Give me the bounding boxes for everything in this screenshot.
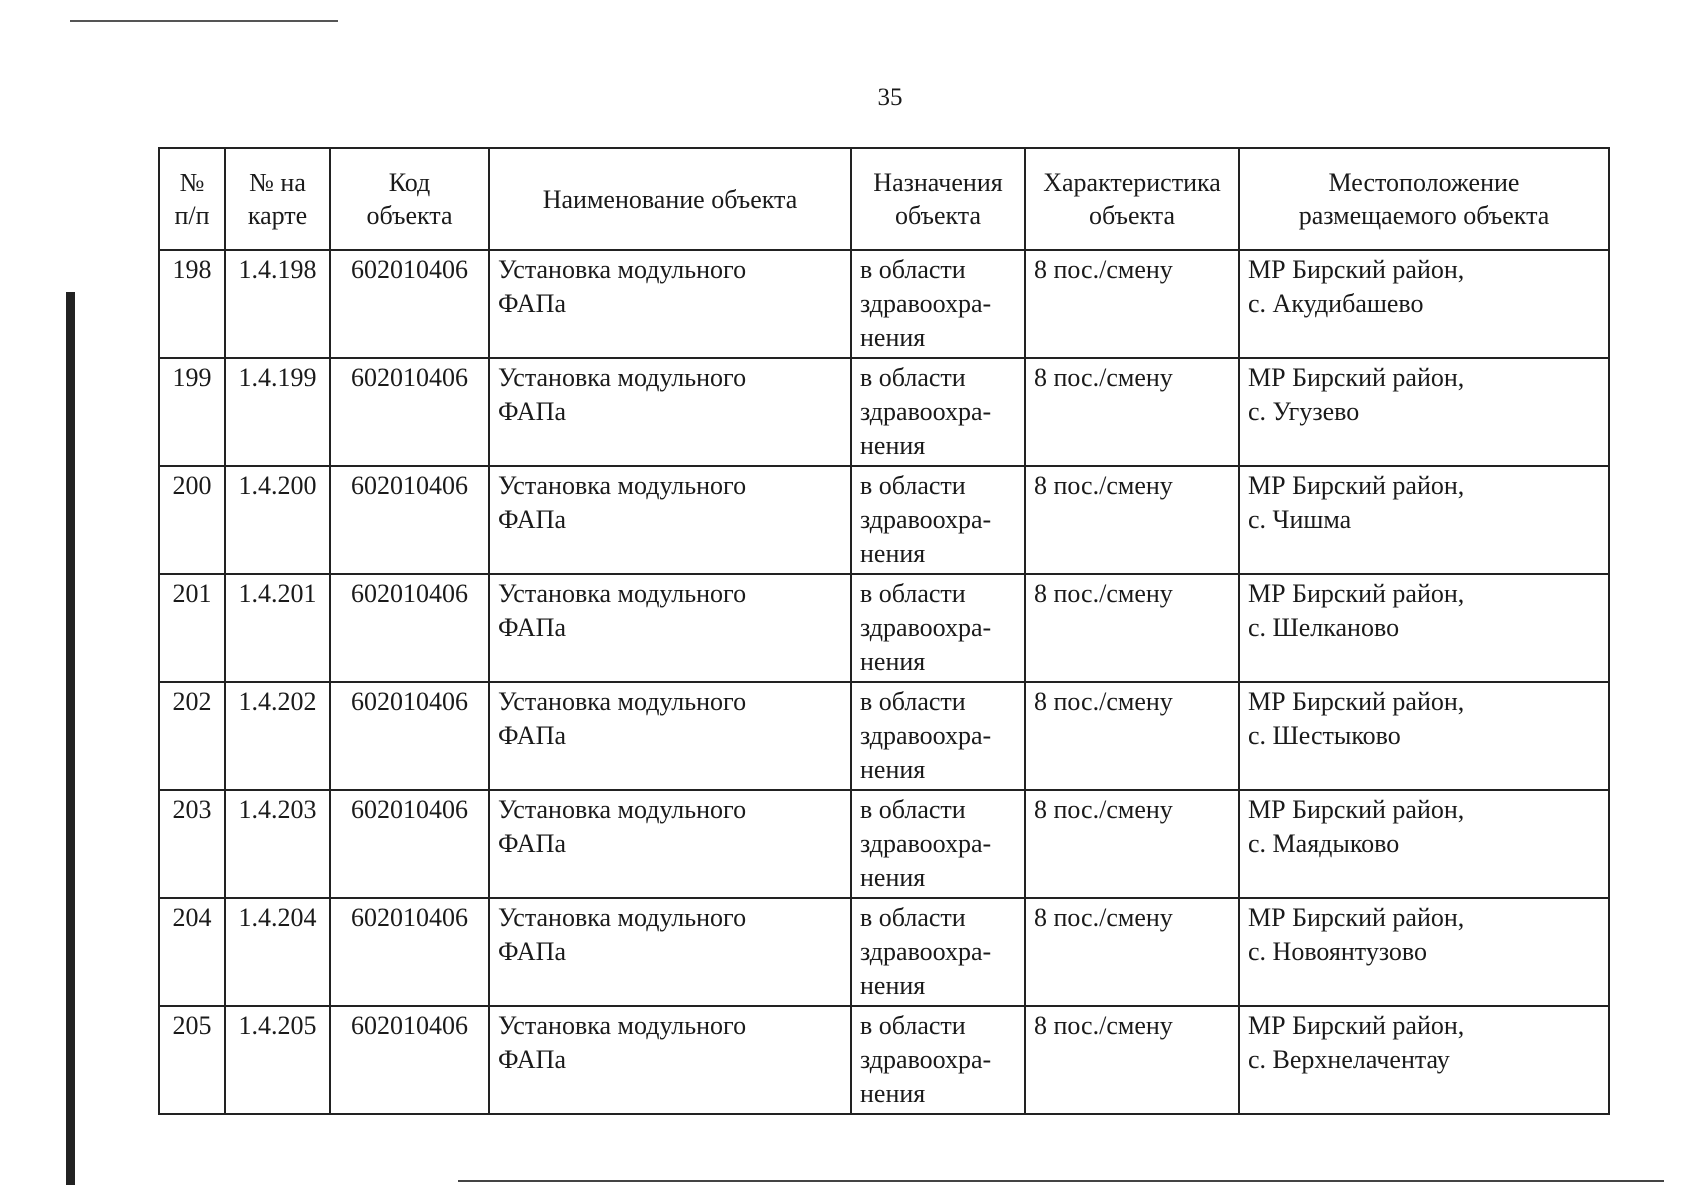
location-line: с. Чишма	[1248, 505, 1352, 534]
object-name-line: ФАПа	[498, 937, 566, 966]
cell-object-name	[489, 898, 851, 1006]
header-text: №	[179, 168, 205, 197]
object-name-line: Установка модульного	[498, 471, 747, 500]
cell-location	[1239, 790, 1609, 898]
cell-num: 201	[159, 574, 225, 682]
purpose-line: нения	[860, 863, 926, 892]
header-text: Местоположение	[1328, 168, 1520, 197]
cell-purpose	[851, 682, 1025, 790]
cell-map-number: 1.4.198	[225, 250, 330, 358]
header-cell-name	[489, 148, 851, 250]
header-text: № на	[249, 168, 306, 197]
location-line: МР Бирский район,	[1248, 255, 1465, 284]
table-header	[159, 148, 1609, 250]
cell-characteristic: 8 пос./смену	[1025, 466, 1239, 574]
header-text: размещаемого объекта	[1298, 201, 1550, 230]
cell-object-code: 602010406	[330, 790, 489, 898]
cell-object-name	[489, 1006, 851, 1114]
location-line: МР Бирский район,	[1248, 363, 1465, 392]
purpose-line: здравоохра-	[860, 937, 992, 966]
table-row	[159, 682, 1609, 790]
cell-object-code: 602010406	[330, 1006, 489, 1114]
purpose-line: здравоохра-	[860, 829, 992, 858]
purpose-line: нения	[860, 1079, 926, 1108]
purpose-line: здравоохра-	[860, 397, 992, 426]
header-cell-characteristic	[1025, 148, 1239, 250]
purpose-line: в области	[860, 687, 966, 716]
cell-map-number: 1.4.204	[225, 898, 330, 1006]
cell-map-number: 1.4.199	[225, 358, 330, 466]
purpose-line: в области	[860, 471, 966, 500]
table-row	[159, 250, 1609, 358]
header-text: Наименование объекта	[542, 184, 798, 214]
purpose-line: нения	[860, 971, 926, 1000]
cell-object-name	[489, 466, 851, 574]
cell-object-code: 602010406	[330, 358, 489, 466]
cell-purpose	[851, 1006, 1025, 1114]
location-line: МР Бирский район,	[1248, 795, 1465, 824]
cell-object-name	[489, 250, 851, 358]
cell-location	[1239, 574, 1609, 682]
objects-table	[158, 147, 1610, 1115]
page-number: 35	[877, 84, 903, 111]
cell-purpose	[851, 250, 1025, 358]
header-text: Характеристика	[1043, 168, 1221, 197]
table-row	[159, 466, 1609, 574]
cell-num: 199	[159, 358, 225, 466]
cell-purpose	[851, 466, 1025, 574]
object-name-line: Установка модульного	[498, 1011, 747, 1040]
header-text: карте	[247, 201, 308, 230]
object-name-line: ФАПа	[498, 613, 566, 642]
cell-purpose	[851, 358, 1025, 466]
cell-object-code: 602010406	[330, 682, 489, 790]
cell-object-code: 602010406	[330, 898, 489, 1006]
cell-purpose	[851, 790, 1025, 898]
cell-map-number: 1.4.202	[225, 682, 330, 790]
cell-num: 204	[159, 898, 225, 1006]
object-name-line: ФАПа	[498, 829, 566, 858]
cell-characteristic: 8 пос./смену	[1025, 250, 1239, 358]
cell-map-number: 1.4.203	[225, 790, 330, 898]
location-line: с. Верхнелачентау	[1248, 1045, 1450, 1074]
scan-edge-line-bottom	[458, 1180, 1664, 1182]
table-body	[159, 250, 1609, 1114]
cell-location	[1239, 466, 1609, 574]
cell-num: 202	[159, 682, 225, 790]
object-name-line: Установка модульного	[498, 903, 747, 932]
cell-object-code: 602010406	[330, 250, 489, 358]
location-line: МР Бирский район,	[1248, 1011, 1465, 1040]
cell-location	[1239, 898, 1609, 1006]
cell-object-code: 602010406	[330, 574, 489, 682]
cell-characteristic: 8 пос./смену	[1025, 790, 1239, 898]
purpose-line: здравоохра-	[860, 721, 992, 750]
cell-num: 198	[159, 250, 225, 358]
cell-characteristic: 8 пос./смену	[1025, 898, 1239, 1006]
purpose-line: здравоохра-	[860, 1045, 992, 1074]
header-text: п/п	[174, 201, 210, 230]
location-line: МР Бирский район,	[1248, 903, 1465, 932]
cell-characteristic: 8 пос./смену	[1025, 358, 1239, 466]
cell-map-number: 1.4.205	[225, 1006, 330, 1114]
purpose-line: в области	[860, 1011, 966, 1040]
header-text: объекта	[894, 201, 982, 230]
cell-characteristic: 8 пос./смену	[1025, 1006, 1239, 1114]
location-line: МР Бирский район,	[1248, 687, 1465, 716]
cell-num: 200	[159, 466, 225, 574]
purpose-line: здравоохра-	[860, 505, 992, 534]
purpose-line: здравоохра-	[860, 613, 992, 642]
purpose-line: нения	[860, 755, 926, 784]
table-row	[159, 790, 1609, 898]
location-line: с. Шелканово	[1248, 613, 1400, 642]
header-cell-code	[330, 148, 489, 250]
location-line: МР Бирский район,	[1248, 471, 1465, 500]
scan-edge-bar-left	[66, 292, 75, 1185]
cell-characteristic: 8 пос./смену	[1025, 574, 1239, 682]
object-name-line: ФАПа	[498, 289, 566, 318]
object-name-line: Установка модульного	[498, 579, 747, 608]
cell-object-name	[489, 358, 851, 466]
purpose-line: здравоохра-	[860, 289, 992, 318]
cell-purpose	[851, 898, 1025, 1006]
location-line: с. Новоянтузово	[1248, 937, 1428, 966]
purpose-line: нения	[860, 323, 926, 352]
cell-num: 203	[159, 790, 225, 898]
cell-map-number: 1.4.200	[225, 466, 330, 574]
table-row	[159, 898, 1609, 1006]
table-row	[159, 358, 1609, 466]
header-cell-location	[1239, 148, 1609, 250]
purpose-line: нения	[860, 647, 926, 676]
cell-map-number: 1.4.201	[225, 574, 330, 682]
object-name-line: Установка модульного	[498, 795, 747, 824]
table-row	[159, 574, 1609, 682]
header-cell-map	[225, 148, 330, 250]
header-text: Код	[388, 168, 431, 197]
purpose-line: нения	[860, 431, 926, 460]
cell-location	[1239, 358, 1609, 466]
object-name-line: ФАПа	[498, 1045, 566, 1074]
purpose-line: в области	[860, 579, 966, 608]
header-text: Назначения	[873, 168, 1003, 197]
location-line: с. Акудибашево	[1248, 289, 1424, 318]
object-name-line: ФАПа	[498, 397, 566, 426]
cell-characteristic: 8 пос./смену	[1025, 682, 1239, 790]
location-line: с. Шестыково	[1248, 721, 1401, 750]
header-row	[159, 148, 1609, 250]
cell-purpose	[851, 574, 1025, 682]
scan-edge-line-top	[70, 20, 338, 22]
header-text: объекта	[1088, 201, 1176, 230]
object-name-line: ФАПа	[498, 721, 566, 750]
purpose-line: в области	[860, 903, 966, 932]
purpose-line: в области	[860, 255, 966, 284]
object-name-line: Установка модульного	[498, 363, 747, 392]
cell-object-name	[489, 790, 851, 898]
cell-num: 205	[159, 1006, 225, 1114]
cell-location	[1239, 1006, 1609, 1114]
header-text: объекта	[366, 201, 453, 230]
location-line: с. Маядыково	[1248, 829, 1400, 858]
purpose-line: в области	[860, 363, 966, 392]
location-line: МР Бирский район,	[1248, 579, 1465, 608]
cell-object-name	[489, 682, 851, 790]
cell-object-code: 602010406	[330, 466, 489, 574]
location-line: с. Угузево	[1248, 397, 1360, 426]
object-name-line: Установка модульного	[498, 687, 747, 716]
cell-object-name	[489, 574, 851, 682]
cell-location	[1239, 250, 1609, 358]
purpose-line: в области	[860, 795, 966, 824]
table-row	[159, 1006, 1609, 1114]
purpose-line: нения	[860, 539, 926, 568]
object-name-line: ФАПа	[498, 505, 566, 534]
cell-location	[1239, 682, 1609, 790]
header-cell-purpose	[851, 148, 1025, 250]
header-cell-num	[159, 148, 225, 250]
object-name-line: Установка модульного	[498, 255, 747, 284]
